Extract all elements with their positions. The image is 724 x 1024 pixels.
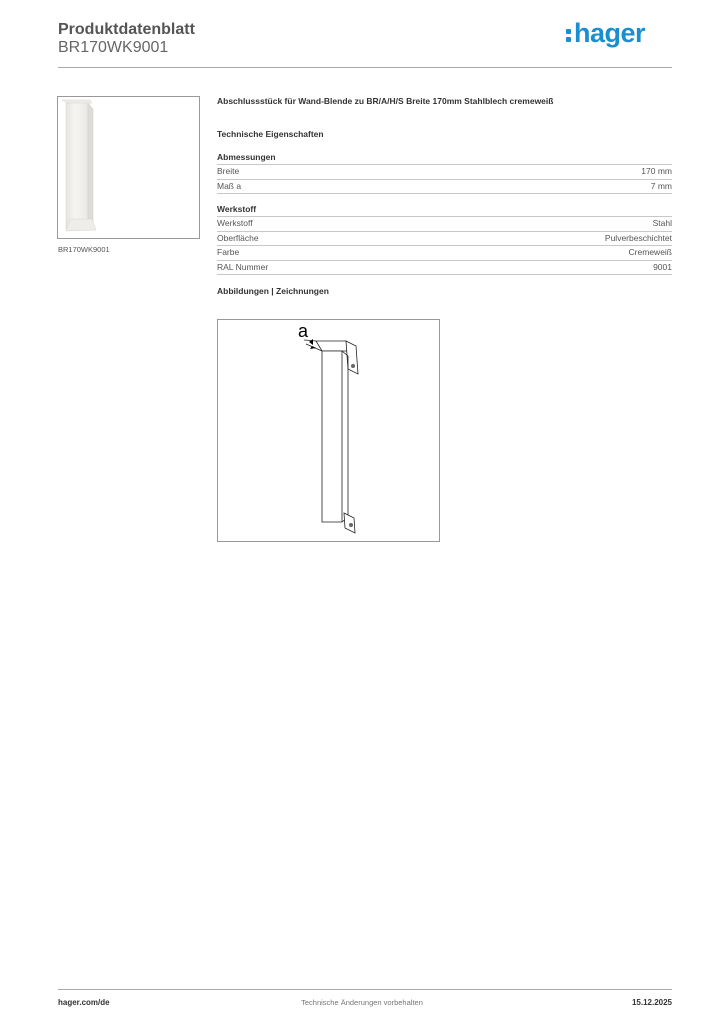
product-details [217, 96, 672, 296]
spec-label: Breite [217, 166, 240, 176]
logo-dots-icon [566, 25, 572, 43]
spec-group-dimensions [217, 152, 672, 194]
dimension-label: a [298, 321, 309, 341]
header-divider [58, 67, 672, 68]
spec-row [217, 180, 672, 195]
product-photo [57, 96, 200, 239]
spec-row [217, 217, 672, 232]
spec-label: Oberfläche [217, 232, 259, 243]
dimension-arrow-icon [309, 339, 313, 345]
footer-date: 15.12.2025 [631, 998, 672, 1007]
spec-group-title: Abmessungen [217, 152, 672, 165]
spec-row [217, 261, 672, 276]
spec-row [217, 165, 672, 180]
technical-drawing-image [218, 320, 439, 541]
spec-value: 170 mm [641, 166, 672, 176]
technical-section-title: Technische Eigenschaften [217, 129, 324, 139]
drawings-section-title: Abbildungen | Zeichnungen [217, 286, 329, 296]
spec-label: RAL Nummer [217, 261, 269, 272]
product-photo-image [58, 97, 199, 238]
product-description: Abschlussstück für Wand-Blende zu BR/A/H/S Breite 170mm Stahlblech cremeweiß [217, 96, 554, 106]
spec-group-material [217, 204, 672, 275]
spec-label: Maß a [217, 180, 242, 191]
photo-caption: BR170WK9001 [58, 245, 110, 254]
spec-row [217, 246, 672, 261]
page-title: Produktdatenblatt [58, 21, 195, 38]
hager-logo [566, 18, 645, 49]
footer-divider [58, 989, 672, 990]
spec-label: Farbe [217, 247, 240, 257]
spec-value: Stahl [652, 218, 672, 228]
footer-notice: Technische Änderungen vorbehalten [301, 998, 423, 1007]
spec-value: 7 mm [650, 180, 672, 191]
technical-drawing [217, 319, 440, 542]
logo-text: hager [574, 18, 646, 48]
product-code: BR170WK9001 [58, 39, 169, 56]
spec-value: 9001 [653, 261, 672, 272]
spec-group-title: Werkstoff [217, 204, 672, 217]
spec-row [217, 232, 672, 247]
spec-value: Pulverbeschichtet [604, 232, 672, 243]
spec-label: Werkstoff [217, 218, 253, 228]
spec-value: Cremeweiß [628, 247, 672, 257]
footer-website-link[interactable]: hager.com/de [58, 998, 110, 1007]
